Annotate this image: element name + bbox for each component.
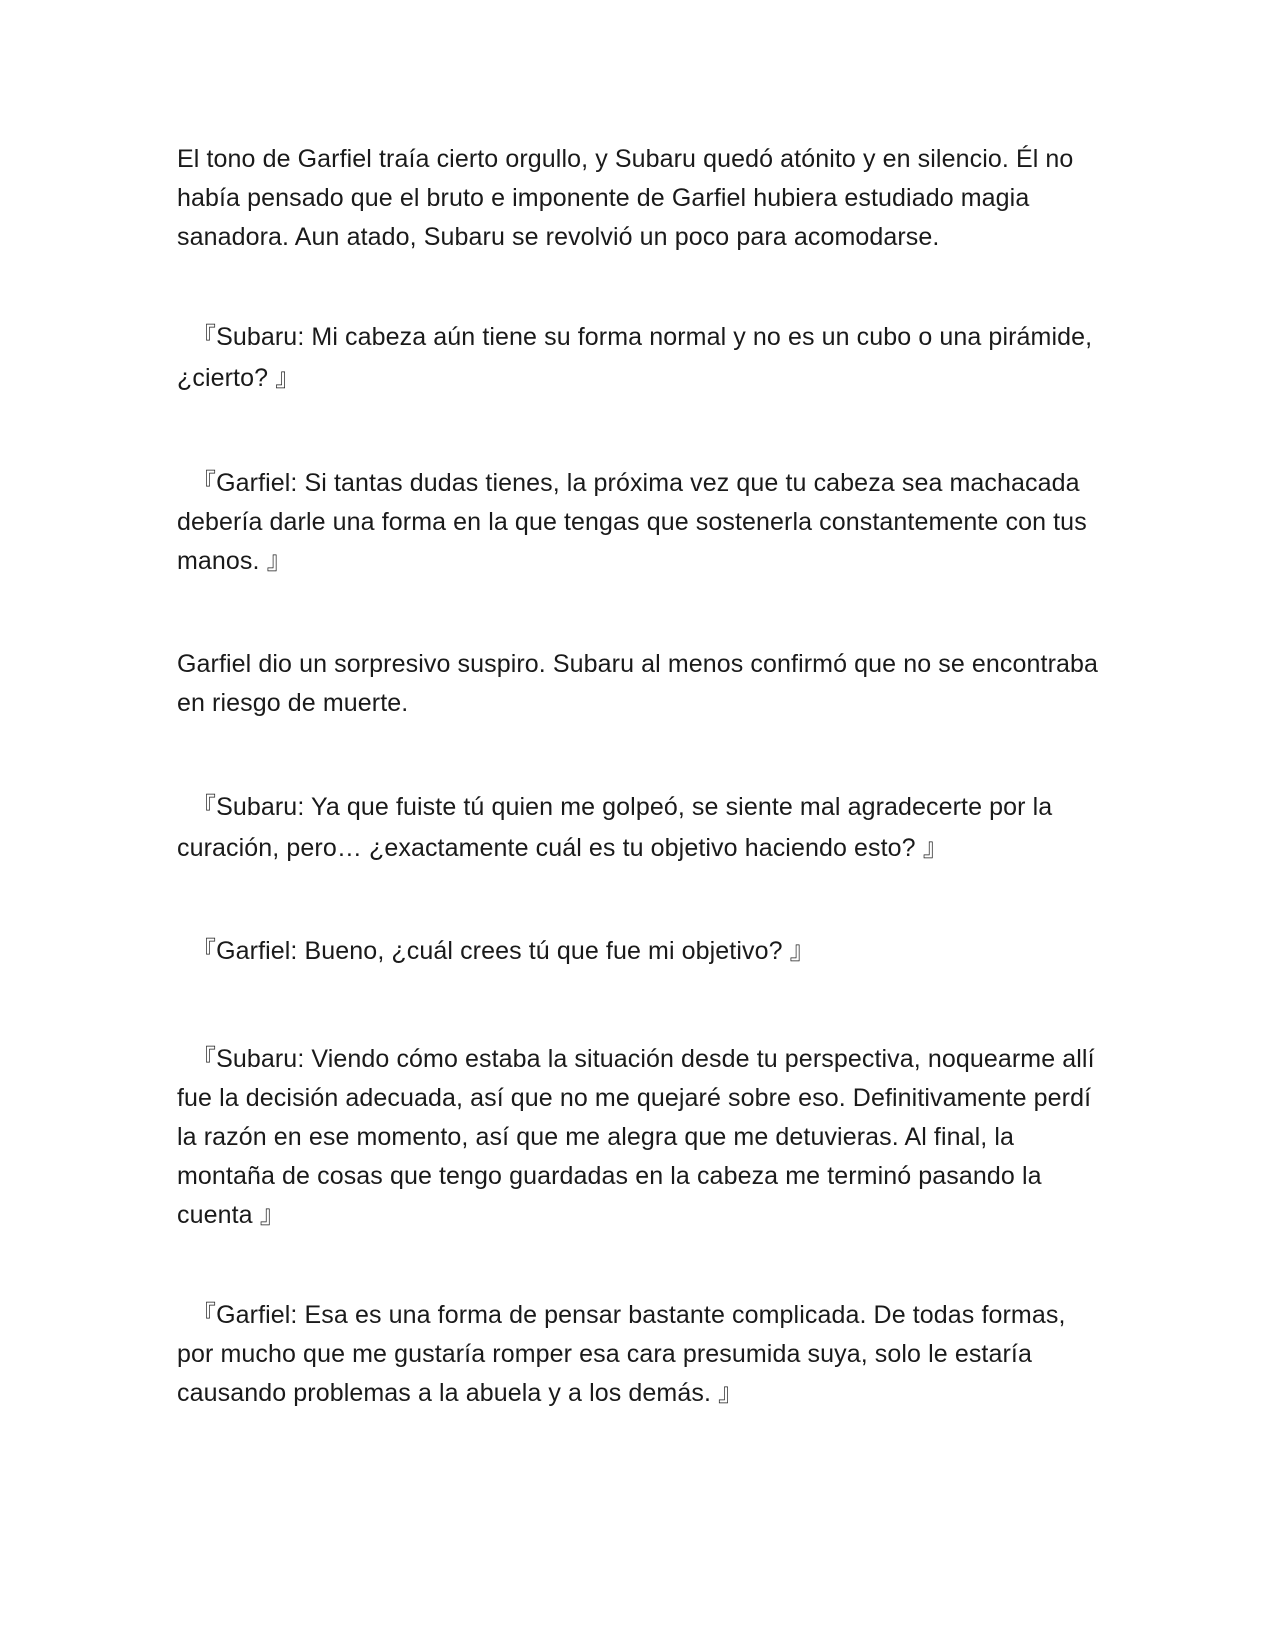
dialogue-text: 『Subaru: Mi cabeza aún tiene su forma normal y no es un cubo o una pirámide, ¿cierto? 』 — [177, 323, 1093, 392]
paragraph-dialogue-garfiel-2 — [177, 932, 1107, 971]
paragraph-dialogue-subaru-3 — [177, 1040, 1107, 1235]
dialogue-text: 『Garfiel: Bueno, ¿cuál crees tú que fue mi objetivo? 』 — [191, 937, 815, 965]
paragraph-dialogue-garfiel-3 — [177, 1296, 1107, 1413]
dialogue-text: 『Garfiel: Esa es una forma de pensar bastante complicada. De todas formas, por mucho que me gustaría romper esa cara presumida suya, solo le estaría causando problemas a la abuela y a los demás. 』 — [177, 1301, 1066, 1407]
paragraph-dialogue-garfiel-1 — [177, 464, 1107, 581]
paragraph-dialogue-subaru-1 — [177, 317, 1107, 399]
dialogue-text: 『Subaru: Ya que fuiste tú quien me golpeó, se siente mal agradecerte por la curación, pero… ¿exactamente cuál es tu objetivo haciendo esto? 』 — [177, 793, 1053, 862]
dialogue-text: 『Subaru: Viendo cómo estaba la situación desde tu perspectiva, noquearme allí fue la decisión adecuada, así que no me quejaré sobre eso. Definitivamente perdí la razón en ese momento, así que me alegra que me detuvieras. Al final, la montaña de cosas que tengo guardadas en la cabeza me terminó pasando la cuenta 』 — [177, 1045, 1095, 1229]
paragraph-narration-1: El tono de Garfiel traía cierto orgullo, y Subaru quedó atónito y en silencio. Él no había pensado que el bruto e imponente de Garfiel hubiera estudiado magia sanadora. Aun atado, Subaru se revolvió un poco para acomodarse. — [177, 145, 1074, 251]
paragraph-narration-2: Garfiel dio un sorpresivo suspiro. Subaru al menos confirmó que no se encontraba en riesgo de muerte. — [177, 650, 1098, 717]
dialogue-text: 『Garfiel: Si tantas dudas tienes, la próxima vez que tu cabeza sea machacada debería darle una forma en la que tengas que sostenerla constantemente con tus manos. 』 — [177, 469, 1087, 575]
paragraph-dialogue-subaru-2 — [177, 787, 1107, 869]
